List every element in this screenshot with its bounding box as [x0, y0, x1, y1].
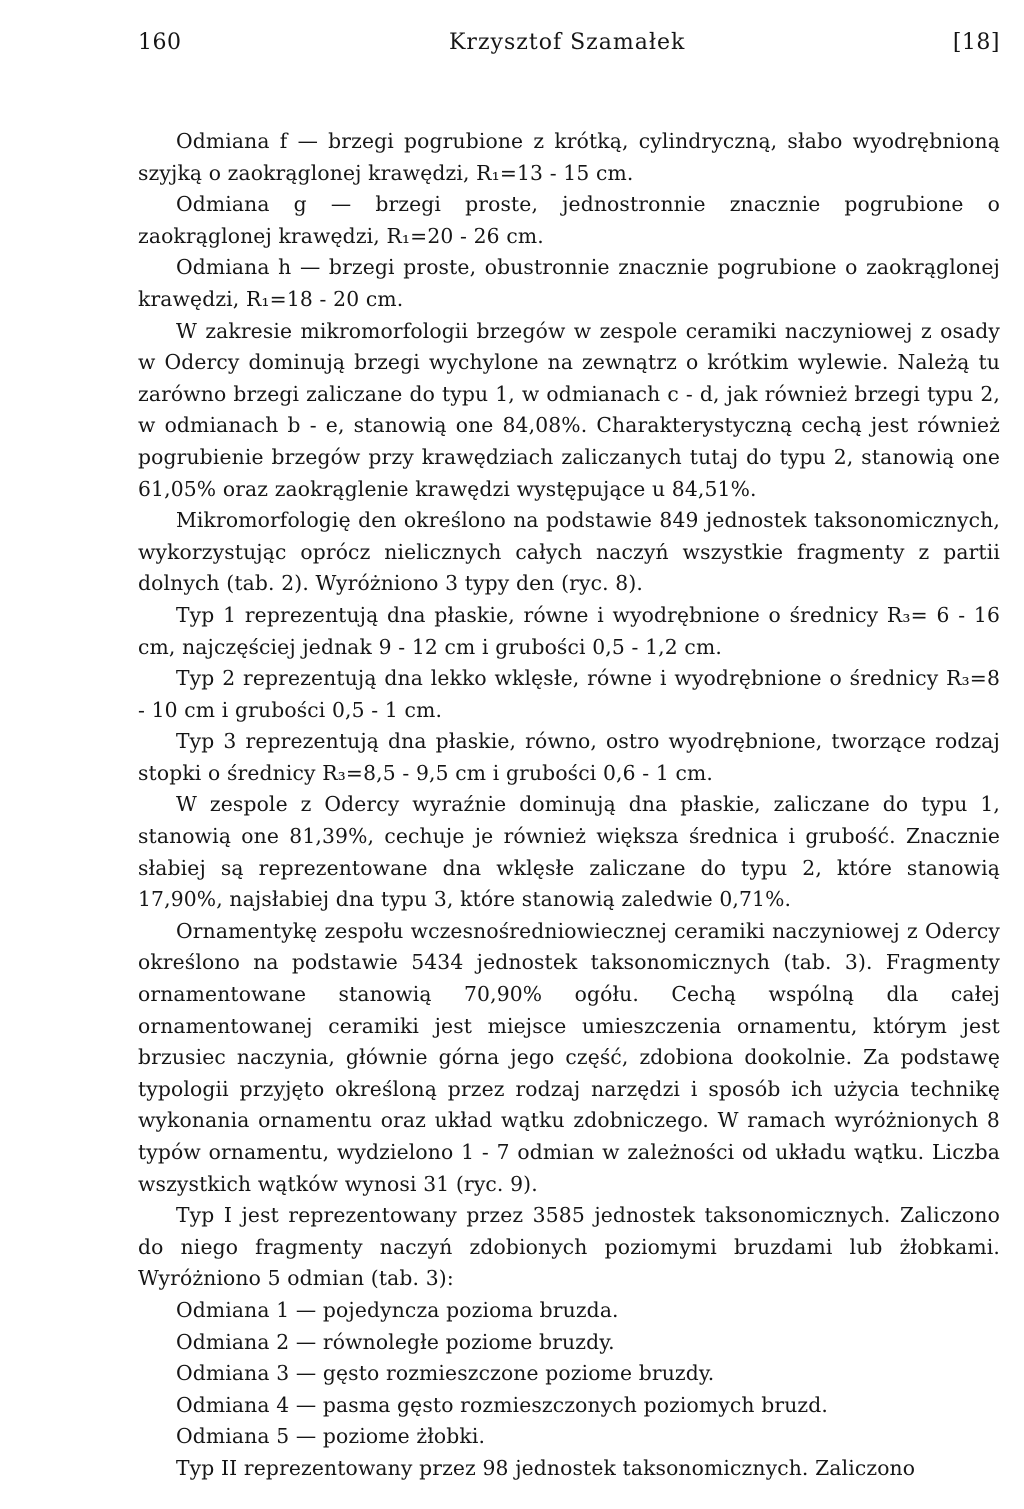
paragraph-rim-micromorphology: W zakresie mikromorfologii brzegów w zespole ceramiki naczyniowej z osady w Odercy dominują brzegi wychylone na zewnątrz o krótkim wylewie. Należą tu zarówno brzegi zaliczane do typu 1, w odmianach c - d, jak również brzegi typu 2, w odmianach b - e, stanowią one 84,08%. Charakterystyczną cechą jest również pogrubienie brzegów przy krawędziach zaliczanych tutaj do typu 2, stanowią one 61,05% oraz zaokrąglenie krawędzi występujące u 84,51%. [138, 318, 1000, 501]
paragraph-odmiana-f: Odmiana f — brzegi pogrubione z krótką, cylindryczną, słabo wyodrębnioną szyjką o zaokrąglonej krawędzi, R₁=13 - 15 cm. [138, 129, 1000, 185]
paragraph-type-ii: Typ II reprezentowany przez 98 jednostek taksonomicznych. Zaliczono [176, 1455, 916, 1480]
page-number: 160 [138, 30, 182, 55]
list-item-odmiana-1: Odmiana 1 — pojedyncza pozioma bruzda. [176, 1297, 619, 1322]
paragraph-base-type-3: Typ 3 reprezentują dna płaskie, równo, ostro wyodrębnione, tworzące rodzaj stopki o średnicy R₃=8,5 - 9,5 cm i grubości 0,6 - 1 cm. [138, 729, 1000, 785]
list-item-odmiana-2: Odmiana 2 — równoległe poziome bruzdy. [176, 1329, 615, 1354]
paragraph-base-summary: W zespole z Odercy wyraźnie dominują dna płaskie, zaliczane do typu 1, stanowią one 81,39%, cechuje je również większa średnica i grubość. Znacznie słabiej są reprezentowane dna wklęsłe zaliczane do typu 2, które stanowią 17,90%, najsłabiej dna typu 3, które stanowią zaledwie 0,71%. [138, 792, 1000, 912]
running-header [138, 30, 1000, 66]
paragraph-ornamentation: Ornamentykę zespołu wczesnośredniowiecznej ceramiki naczyniowej z Odercy określono na podstawie 5434 jednostek taksonomicznych (tab. 3). Fragmenty ornamentowane stanowią 70,90% ogółu. Cechą wspólną dla całej ornamentowanej ceramiki jest miejsce umieszczenia ornamentu, którym jest brzusiec naczynia, głównie górna jego część, zdobiona dookolnie. Za podstawę typologii przyjęto określoną przez rodzaj narzędzi i sposób ich użycia technikę wykonania ornamentu oraz układ wątku zdobniczego. W ramach wyróżnionych 8 typów ornamentu, wydzielono 1 - 7 odmian w zależności od układu wątku. Liczba wszystkich wątków wynosi 31 (ryc. 9). [138, 918, 1000, 1196]
body-text [138, 126, 1000, 1485]
paragraph-base-type-1: Typ 1 reprezentują dna płaskie, równe i wyodrębnione o średnicy R₃= 6 - 16 cm, najczęściej jednak 9 - 12 cm i grubości 0,5 - 1,2 cm. [138, 602, 1000, 659]
paragraph-base-type-2: Typ 2 reprezentują dna lekko wklęsłe, równe i wyodrębnione o średnicy R₃=8 - 10 cm i grubości 0,5 - 1 cm. [138, 666, 1000, 722]
section-marker: [18] [952, 30, 1000, 55]
paragraph-type-i: Typ I jest reprezentowany przez 3585 jednostek taksonomicznych. Zaliczono do niego fragmenty naczyń zdobionych poziomymi bruzdami lub żłobkami. Wyróżniono 5 odmian (tab. 3): [138, 1203, 1000, 1291]
paragraph-odmiana-g: Odmiana g — brzegi proste, jednostronnie znacznie pogrubione o zaokrąglonej krawędzi, R₁=20 - 26 cm. [138, 192, 1000, 248]
list-item-odmiana-5: Odmiana 5 — poziome żłobki. [176, 1424, 486, 1449]
paragraph-odmiana-h: Odmiana h — brzegi proste, obustronnie znacznie pogrubione o zaokrąglonej krawędzi, R₁=18 - 20 cm. [138, 255, 1000, 311]
paragraph-base-micromorphology: Mikromorfologię den określono na podstawie 849 jednostek taksonomicznych, wykorzystując oprócz nielicznych całych naczyń wszystkie fragmenty z partii dolnych (tab. 2). Wyróżniono 3 typy den (ryc. 8). [138, 508, 1000, 596]
list-item-odmiana-3: Odmiana 3 — gęsto rozmieszczone poziome bruzdy. [176, 1361, 715, 1386]
running-head-author: Krzysztof Szamałek [449, 30, 686, 55]
list-item-odmiana-4: Odmiana 4 — pasma gęsto rozmieszczonych poziomych bruzd. [176, 1392, 828, 1417]
page [138, 30, 1000, 1485]
